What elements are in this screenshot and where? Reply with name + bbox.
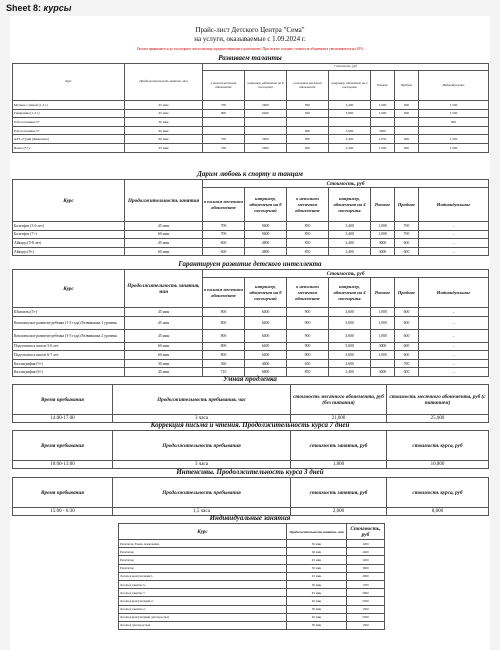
- price-cell: [203, 126, 245, 135]
- price-cell: 600: [395, 351, 419, 360]
- price-cell: 1,000: [371, 308, 395, 317]
- duration-cell: 45 мин: [125, 316, 203, 329]
- price-cell: 2500: [347, 613, 385, 621]
- price-cell: 700: [203, 135, 245, 144]
- price-cell: 5600: [245, 143, 287, 152]
- table-row: [13, 135, 489, 144]
- price-cell: 1,500: [419, 109, 489, 118]
- table-row: [119, 556, 385, 564]
- price-cell: 6400: [245, 342, 287, 351]
- course-name-cell: Балетфит (7+): [13, 230, 125, 239]
- course-name-cell: Подготовка к школе 6-7 лет: [13, 351, 125, 360]
- duration-cell: 60 мин: [125, 342, 203, 351]
- price-cell: 1700: [347, 580, 385, 588]
- section-title-correction: Коррекция письма и чтения. Продолжительность курса 7 дней: [150, 421, 350, 429]
- col-cost: Стоимость, руб: [203, 64, 489, 71]
- spreadsheet-page: [10, 16, 490, 650]
- sub-col: например, абонемент на 4 посещения: [329, 278, 371, 308]
- duration-cell: 60 мин: [125, 135, 203, 144]
- price-cell: 800: [203, 329, 245, 342]
- table-row: [119, 572, 385, 580]
- price-cell: 3,400: [329, 230, 371, 239]
- price-cell: 800: [203, 342, 245, 351]
- col-duration: Продолжительность занятия: [125, 180, 203, 222]
- price-cell: 850: [287, 368, 329, 377]
- price-cell: 850: [287, 222, 329, 231]
- price-cell: 2000: [347, 572, 385, 580]
- table-row: [119, 621, 385, 629]
- price-cell: 3000: [371, 342, 395, 351]
- table-row: [119, 580, 385, 588]
- price-cell: 3,600: [329, 329, 371, 342]
- col-duration: Продолжительность занятия, мин: [125, 270, 203, 308]
- sub-col: в полном месячном абонементе: [203, 278, 245, 308]
- price-cell: 6400: [245, 308, 287, 317]
- price-cell: 1200: [347, 556, 385, 564]
- duration-cell: 30 мин: [125, 118, 203, 127]
- duration-cell: 45 мин: [287, 556, 347, 564]
- table-row: [13, 143, 489, 152]
- price-cell: [287, 118, 329, 127]
- course-name-cell: Комплексное развитие ребенка (1-3 года) Развивашка 1 уровень: [13, 316, 125, 329]
- price-cell: 850: [287, 101, 329, 110]
- price-cell: 800: [203, 109, 245, 118]
- course-name-cell: Комплексное развитие ребенка (3-5 года) Развивашка 2 уровень: [13, 329, 125, 342]
- col-header: стоимость занятия, руб: [291, 478, 387, 508]
- table-cell: 2,000: [291, 508, 387, 516]
- price-cell: 600: [203, 247, 245, 256]
- course-name-cell: Робототехника 5+: [13, 118, 125, 127]
- sub-col: в полном месячном абонементе: [203, 188, 245, 222]
- section-title-individual: Индивидуальные занятия: [209, 514, 291, 522]
- course-name-cell: Репетитор: [119, 556, 287, 564]
- table-row: [13, 230, 489, 239]
- col-header: стоимость месячного абонемента, руб (с питанием): [387, 385, 489, 415]
- table-cell: 15:00 - 6:30: [13, 508, 113, 516]
- price-cell: 3000: [347, 564, 385, 572]
- price-cell: 600: [395, 109, 419, 118]
- section-title-intensives: Интенсивы. Продолжительность курса 3 дней: [176, 468, 324, 476]
- price-cell: 1500: [347, 621, 385, 629]
- price-cell: 3,400: [329, 135, 371, 144]
- sub-col: Индивидуальное: [419, 188, 489, 222]
- price-cell: [395, 118, 419, 127]
- sub-col: например, абонемент на 4 посещения: [329, 188, 371, 222]
- price-cell: 5600: [245, 101, 287, 110]
- sub-col: Пробное: [395, 188, 419, 222]
- course-name-cell: Айкидо (5-8 лет): [13, 239, 125, 248]
- course-name-cell: Каллиграфия (5+): [13, 359, 125, 368]
- price-list-subtitle: на услуги, оказываемые с 1.09.2024 г.: [194, 35, 306, 43]
- price-cell: 3000: [371, 368, 395, 377]
- price-cell: 600: [395, 239, 419, 248]
- section-title-intellect: Гарантируем развитие детского интеллекта: [178, 260, 322, 268]
- talents-table: [12, 63, 489, 153]
- duration-cell: 30 мин: [287, 564, 347, 572]
- price-cell: 2000: [347, 589, 385, 597]
- price-cell: [395, 126, 419, 135]
- price-cell: 900: [287, 126, 329, 135]
- price-cell: –: [419, 359, 489, 368]
- price-cell: 600: [395, 135, 419, 144]
- price-cell: 1,000: [371, 230, 395, 239]
- table-cell: 14.00-17.00: [13, 415, 113, 423]
- price-cell: 1,000: [371, 143, 395, 152]
- course-name-cell: Логопед занятие 2-: [119, 605, 287, 613]
- price-cell: [245, 126, 287, 135]
- price-cell: 1,000: [371, 222, 395, 231]
- course-name-cell: Каллиграфия (6+): [13, 368, 125, 377]
- table-row: [13, 308, 489, 317]
- price-cell: 6800: [245, 368, 287, 377]
- duration-cell: 30 мин: [287, 605, 347, 613]
- col-header: Продолжительность пребывания: [113, 431, 291, 461]
- sub-col: Индивидуальное: [419, 278, 489, 308]
- duration-cell: 30 мин: [287, 580, 347, 588]
- price-cell: 1,050: [371, 135, 395, 144]
- price-cell: –: [419, 368, 489, 377]
- col-header: Время пребывания: [13, 431, 113, 461]
- price-cell: 800: [203, 308, 245, 317]
- price-cell: 5600: [245, 135, 287, 144]
- price-cell: 4800: [245, 239, 287, 248]
- price-cell: [371, 118, 395, 127]
- price-cell: 1200: [347, 540, 385, 548]
- price-cell: 3,400: [329, 368, 371, 377]
- sheet-tab-header: [0, 0, 500, 16]
- sport-table: [12, 179, 489, 256]
- price-cell: 3,400: [329, 247, 371, 256]
- duration-cell: 45 мин: [125, 368, 203, 377]
- price-cell: 3000: [371, 247, 395, 256]
- table-row: [119, 613, 385, 621]
- individual-table: [118, 523, 385, 630]
- table-row: [13, 329, 489, 342]
- price-cell: 3,800: [329, 109, 371, 118]
- price-cell: 3,600: [329, 351, 371, 360]
- price-cell: –: [419, 230, 489, 239]
- price-cell: 3,400: [329, 143, 371, 152]
- table-row: [119, 597, 385, 605]
- price-cell: 600: [395, 342, 419, 351]
- sub-col: в неполном месячном абонементе: [287, 188, 329, 222]
- sheet-name: курсы: [43, 3, 72, 13]
- payment-warning: Оплата принимается до последнего числа месяца, предшествующего расчетному. При оплате позднее стоимость абонемента увеличивается на 10%: [136, 47, 364, 51]
- price-cell: 3,400: [329, 222, 371, 231]
- table-cell: 21,000: [291, 415, 387, 423]
- table-row: [119, 548, 385, 556]
- price-cell: 1,500: [419, 143, 489, 152]
- price-cell: 600: [203, 239, 245, 248]
- col-cost: Стоимость, руб: [203, 180, 489, 188]
- price-cell: 850: [287, 247, 329, 256]
- duration-cell: 40 мин: [287, 613, 347, 621]
- col-header: стоимость курса, руб: [387, 478, 489, 508]
- table-row: [13, 342, 489, 351]
- course-name-cell: Репетитор Елена Алексеевна: [119, 540, 287, 548]
- duration-cell: 60 мин: [287, 548, 347, 556]
- price-cell: 5600: [245, 230, 287, 239]
- price-cell: 560: [203, 359, 245, 368]
- price-cell: 1500: [347, 605, 385, 613]
- price-cell: –: [419, 316, 489, 329]
- price-cell: 6400: [245, 351, 287, 360]
- course-name-cell: Репетитор: [119, 548, 287, 556]
- sub-col: Разовое: [371, 71, 395, 101]
- price-cell: 5000: [371, 126, 395, 135]
- course-name-cell: Подготовка к школе 5-6 лет: [13, 342, 125, 351]
- price-cell: 700: [203, 101, 245, 110]
- price-cell: [371, 359, 395, 368]
- table-row: [119, 589, 385, 597]
- course-name-cell: Логопед консультация для взрослых: [119, 613, 287, 621]
- duration-cell: 60 мин: [125, 126, 203, 135]
- price-cell: 650: [287, 359, 329, 368]
- price-cell: 1,000: [371, 109, 395, 118]
- table-cell: 3 часа: [113, 415, 291, 423]
- table-row: [13, 316, 489, 329]
- price-cell: [245, 118, 287, 127]
- price-cell: 850: [287, 143, 329, 152]
- table-row: [13, 351, 489, 360]
- price-cell: 1,000: [371, 316, 395, 329]
- duration-cell: 60 мин: [125, 247, 203, 256]
- price-list-title: Прайс-лист Детского Центра "Сема": [195, 26, 305, 34]
- price-cell: –: [419, 342, 489, 351]
- price-cell: –: [419, 239, 489, 248]
- price-cell: 3,600: [329, 342, 371, 351]
- table-row: [119, 605, 385, 613]
- col-course: Курс: [13, 180, 125, 222]
- course-name-cell: Логопед консультация 1-: [119, 572, 287, 580]
- course-name-cell: Логопед занятие 7-: [119, 589, 287, 597]
- sub-col: например, абонемент на 8 посещений: [245, 278, 287, 308]
- price-cell: 3,600: [329, 308, 371, 317]
- price-cell: 5600: [245, 222, 287, 231]
- price-cell: 4800: [245, 247, 287, 256]
- price-cell: 2,600: [329, 359, 371, 368]
- sub-col: Индивидуальное: [419, 71, 489, 101]
- course-name-cell: АРТ-студия (Живопись): [13, 135, 125, 144]
- table-row: [13, 109, 489, 118]
- col-course: Курс: [119, 524, 287, 540]
- duration-cell: 45 мин: [125, 329, 203, 342]
- section-title-extended-day: Умная продленка: [223, 375, 277, 383]
- sub-col: например, абонемент на 4 посещения: [329, 71, 371, 101]
- price-cell: 600: [395, 247, 419, 256]
- course-name-cell: Робототехника 5+: [13, 126, 125, 135]
- sub-col: в неполном месячном абонементе: [287, 278, 329, 308]
- price-cell: 900: [287, 316, 329, 329]
- price-cell: 950: [287, 109, 329, 118]
- table-row: [13, 118, 489, 127]
- sub-col: например, абонемент на 8 посещений: [245, 188, 287, 222]
- table-cell: 25,000: [387, 415, 489, 423]
- price-cell: –: [419, 329, 489, 342]
- price-cell: 1,000: [371, 101, 395, 110]
- col-header: стоимость курса, руб: [387, 431, 489, 461]
- table-row: [13, 239, 489, 248]
- price-cell: 1,000: [371, 351, 395, 360]
- table-cell: 1,5 часа: [113, 508, 291, 516]
- duration-cell: 45 мин: [125, 109, 203, 118]
- duration-cell: 60 мин: [125, 351, 203, 360]
- duration-cell: 30 мин: [287, 621, 347, 629]
- course-name-cell: Гимарника (1-3 г): [13, 109, 125, 118]
- col-header: стоимость занятия, руб: [291, 431, 387, 461]
- col-course: Курс: [13, 270, 125, 308]
- section-title-sport: Дарим любовь к спорту и танцам: [197, 170, 303, 178]
- price-cell: 3000: [371, 239, 395, 248]
- price-cell: 700: [203, 222, 245, 231]
- price-cell: 1,500: [419, 135, 489, 144]
- price-cell: –: [419, 351, 489, 360]
- col-course: Курс: [13, 64, 125, 101]
- duration-cell: 30 мин: [125, 359, 203, 368]
- sub-col: Пробное: [395, 71, 419, 101]
- col-duration: Продолжительность занятия, мин: [125, 64, 203, 101]
- col-header: Время пребывания: [13, 385, 113, 415]
- col-header: Продолжительность пребывания, час: [113, 385, 291, 415]
- table-row: [13, 101, 489, 110]
- price-cell: 600: [395, 329, 419, 342]
- price-cell: 1,000: [371, 329, 395, 342]
- correction-table: [12, 430, 489, 469]
- price-cell: –: [419, 222, 489, 231]
- course-name-cell: Балетфит (3-6 лет): [13, 222, 125, 231]
- table-row: [119, 564, 385, 572]
- col-header: Время пребывания: [13, 478, 113, 508]
- duration-cell: 45 мин: [287, 589, 347, 597]
- price-cell: 600: [395, 368, 419, 377]
- price-cell: 600: [395, 143, 419, 152]
- price-cell: 900: [287, 342, 329, 351]
- price-cell: 600: [395, 308, 419, 317]
- price-cell: 700: [395, 222, 419, 231]
- sub-col: Пробное: [395, 278, 419, 308]
- table-cell: 8,000: [387, 508, 489, 516]
- price-cell: 900: [287, 308, 329, 317]
- duration-cell: 40 мин: [287, 597, 347, 605]
- price-cell: [329, 118, 371, 127]
- price-cell: 6400: [245, 109, 287, 118]
- table-row: [13, 126, 489, 135]
- price-cell: 6400: [245, 329, 287, 342]
- price-cell: 850: [287, 135, 329, 144]
- table-row: [13, 222, 489, 231]
- price-cell: 2500: [347, 597, 385, 605]
- course-name-cell: Репетитор: [119, 564, 287, 572]
- course-name-cell: Логопед консультация 2-: [119, 597, 287, 605]
- price-cell: [419, 126, 489, 135]
- price-cell: 900: [419, 118, 489, 127]
- duration-cell: 45 мин: [125, 222, 203, 231]
- course-name-cell: Музыка с мамой (1-3 г): [13, 101, 125, 110]
- price-cell: 3,600: [329, 316, 371, 329]
- price-cell: 600: [395, 101, 419, 110]
- sub-col: например, абонемент на 8 посещений: [245, 71, 287, 101]
- sub-col: Разовое: [371, 188, 395, 222]
- price-cell: 3,400: [329, 101, 371, 110]
- course-name-cell: Логопед для взрослых: [119, 621, 287, 629]
- course-name-cell: Логопед занятие 5-: [119, 580, 287, 588]
- sub-col: Разовое: [371, 278, 395, 308]
- price-cell: 4600: [245, 359, 287, 368]
- intensives-table: [12, 477, 489, 516]
- price-cell: 700: [395, 359, 419, 368]
- sub-col: в полном месячном абонементе: [203, 71, 245, 101]
- col-duration: Продолжительность занятия, мин: [287, 524, 347, 540]
- intellect-table: [12, 269, 489, 377]
- sub-col: в неполном месячном абонементе: [287, 71, 329, 101]
- price-cell: 6400: [245, 316, 287, 329]
- col-header: Продолжительность пребывания: [113, 478, 291, 508]
- table-row: [13, 359, 489, 368]
- duration-cell: 60 мин: [125, 230, 203, 239]
- duration-cell: 45 мин: [125, 239, 203, 248]
- price-cell: 700: [203, 230, 245, 239]
- price-cell: 800: [203, 351, 245, 360]
- price-cell: 700: [395, 230, 419, 239]
- col-header: стоимость месячного абонемента, руб (без питания): [291, 385, 387, 415]
- table-row: [13, 247, 489, 256]
- duration-cell: 45 мин: [125, 143, 203, 152]
- table-cell: 10:00-13:00: [13, 461, 113, 469]
- price-cell: –: [419, 247, 489, 256]
- price-cell: [203, 118, 245, 127]
- price-cell: 900: [287, 329, 329, 342]
- price-cell: 850: [287, 230, 329, 239]
- price-cell: 600: [395, 316, 419, 329]
- price-cell: –: [419, 308, 489, 317]
- price-cell: 700: [203, 143, 245, 152]
- price-cell: 800: [203, 316, 245, 329]
- table-cell: 10,800: [387, 461, 489, 469]
- price-cell: 1,500: [419, 101, 489, 110]
- section-title-talents: Развиваем таланты: [218, 54, 282, 62]
- table-cell: 3 часа: [113, 461, 291, 469]
- course-name-cell: Айкидо (9+): [13, 247, 125, 256]
- duration-cell: 45 мин: [125, 308, 203, 317]
- price-cell: 900: [287, 351, 329, 360]
- duration-cell: 45 мин: [287, 572, 347, 580]
- price-cell: 3,600: [329, 126, 371, 135]
- duration-cell: 30 мин: [287, 540, 347, 548]
- table-cell: 1,800: [291, 461, 387, 469]
- price-cell: 710: [203, 368, 245, 377]
- price-cell: 850: [287, 239, 329, 248]
- price-cell: 2400: [347, 548, 385, 556]
- extended-day-table: [12, 384, 489, 423]
- course-name-cell: Вокал (5+): [13, 143, 125, 152]
- duration-cell: 45 мин: [125, 101, 203, 110]
- price-cell: 3,400: [329, 239, 371, 248]
- col-cost: Стоимость, руб: [203, 270, 489, 278]
- table-row: [119, 540, 385, 548]
- sheet-label: Sheet 8:: [6, 3, 42, 13]
- course-name-cell: Шахматы (5+): [13, 308, 125, 317]
- col-cost: Стоимость, руб: [347, 524, 385, 540]
